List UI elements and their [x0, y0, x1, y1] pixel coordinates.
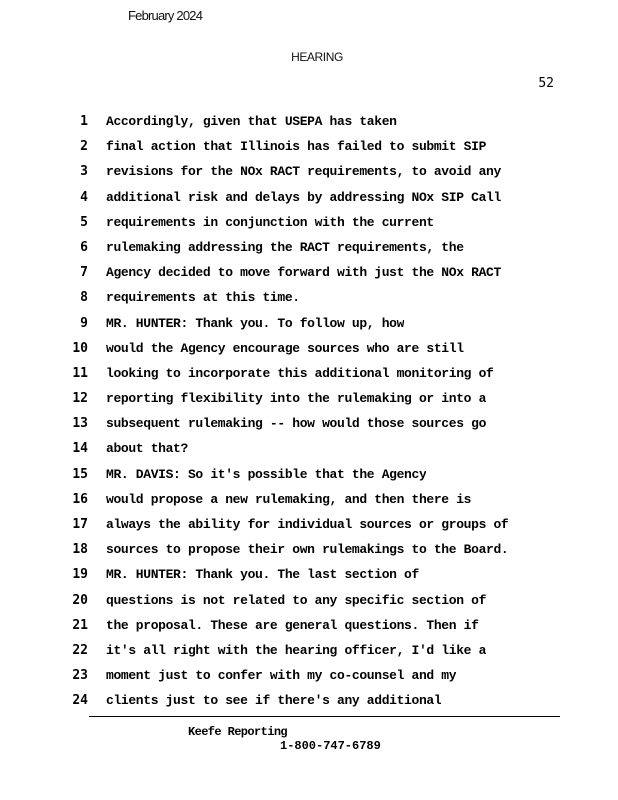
line-text: sources to propose their own rulemakings to the Board. [106, 542, 509, 558]
line-text: the proposal. These are general questions. Then if [106, 617, 479, 633]
line-text: Accordingly, given that USEPA has taken [106, 114, 397, 129]
footer-company: Keefe Reporting [188, 725, 288, 739]
line-text: revisions for the NOx RACT requirements, to avoid any [106, 164, 501, 180]
line-text: would propose a new rulemaking, and then there is [106, 491, 472, 507]
line-number: 20 [72, 592, 88, 608]
line-number: 19 [72, 567, 88, 583]
line-text: subsequent rulemaking -- how would those sources go [106, 416, 487, 432]
page-number: 52 [538, 76, 554, 91]
document-title: HEARING [291, 50, 343, 64]
transcript-line [0, 336, 618, 361]
line-text: MR. DAVIS: So it's possible that the Agency [106, 466, 427, 482]
transcript-line [0, 361, 618, 386]
line-number: 14 [72, 441, 88, 457]
line-text: MR. HUNTER: Thank you. The last section of [106, 567, 419, 583]
transcript-line [0, 311, 618, 336]
line-text: MR. HUNTER: Thank you. To follow up, how [106, 315, 405, 331]
line-number: 24 [72, 693, 88, 709]
line-number: 11 [72, 365, 88, 381]
line-text: would the Agency encourage sources who are still [106, 340, 464, 356]
line-text: reporting flexibility into the rulemaking or into a [106, 391, 487, 407]
transcript-line [0, 185, 618, 210]
line-number: 7 [80, 265, 88, 281]
line-number: 2 [80, 139, 88, 155]
transcript-line [0, 462, 618, 487]
line-number: 4 [80, 189, 88, 205]
line-text: additional risk and delays by addressing NOx SIP Call [106, 189, 501, 205]
transcript-line [0, 688, 618, 713]
transcript-line [0, 235, 618, 260]
line-number: 16 [72, 491, 88, 507]
transcript-line [0, 512, 618, 537]
transcript-line [0, 663, 618, 688]
transcript-line [0, 588, 618, 613]
line-text: it's all right with the hearing officer, I'd like a [106, 642, 487, 658]
footer-divider [89, 716, 560, 717]
transcript-line [0, 260, 618, 285]
line-text: looking to incorporate this additional monitoring of [106, 365, 494, 381]
line-number: 6 [80, 239, 88, 255]
transcript-line [0, 613, 618, 638]
line-number: 10 [72, 340, 88, 356]
line-text: about that? [106, 441, 188, 457]
line-number: 17 [72, 517, 88, 532]
transcript-line [0, 285, 618, 310]
line-text: requirements at this time. [106, 290, 300, 306]
transcript-line [0, 638, 618, 663]
line-text: final action that Illinois has failed to submit SIP [106, 139, 487, 155]
transcript-line [0, 436, 618, 461]
line-number: 9 [80, 315, 88, 331]
transcript-body [0, 109, 618, 714]
line-number: 3 [80, 164, 88, 180]
line-number: 13 [72, 416, 88, 432]
line-number: 22 [72, 642, 88, 658]
transcript-line [0, 159, 618, 184]
line-number: 5 [80, 214, 88, 230]
transcript-line [0, 487, 618, 512]
line-text: clients just to see if there's any additional [106, 693, 442, 709]
line-text: questions is not related to any specific section of [106, 592, 487, 608]
line-text: Agency decided to move forward with just the NOx RACT [106, 265, 501, 281]
transcript-line [0, 537, 618, 562]
line-text: always the ability for individual sources or groups of [106, 517, 509, 532]
line-text: rulemaking addressing the RACT requirements, the [106, 239, 464, 255]
line-number: 12 [72, 391, 88, 407]
line-number: 1 [80, 114, 88, 129]
line-number: 23 [72, 668, 88, 684]
line-number: 18 [72, 542, 88, 558]
transcript-line [0, 134, 618, 159]
line-number: 15 [72, 466, 88, 482]
transcript-line [0, 562, 618, 587]
transcript-line [0, 386, 618, 411]
line-number: 8 [80, 290, 88, 306]
line-text: requirements in conjunction with the current [106, 214, 434, 230]
transcript-line [0, 109, 618, 134]
header-date: February 2024 [128, 8, 203, 23]
footer-phone: 1-800-747-6789 [280, 739, 381, 753]
line-text: moment just to confer with my co-counsel and my [106, 668, 457, 684]
line-number: 21 [72, 617, 88, 633]
transcript-line [0, 411, 618, 436]
transcript-line [0, 210, 618, 235]
